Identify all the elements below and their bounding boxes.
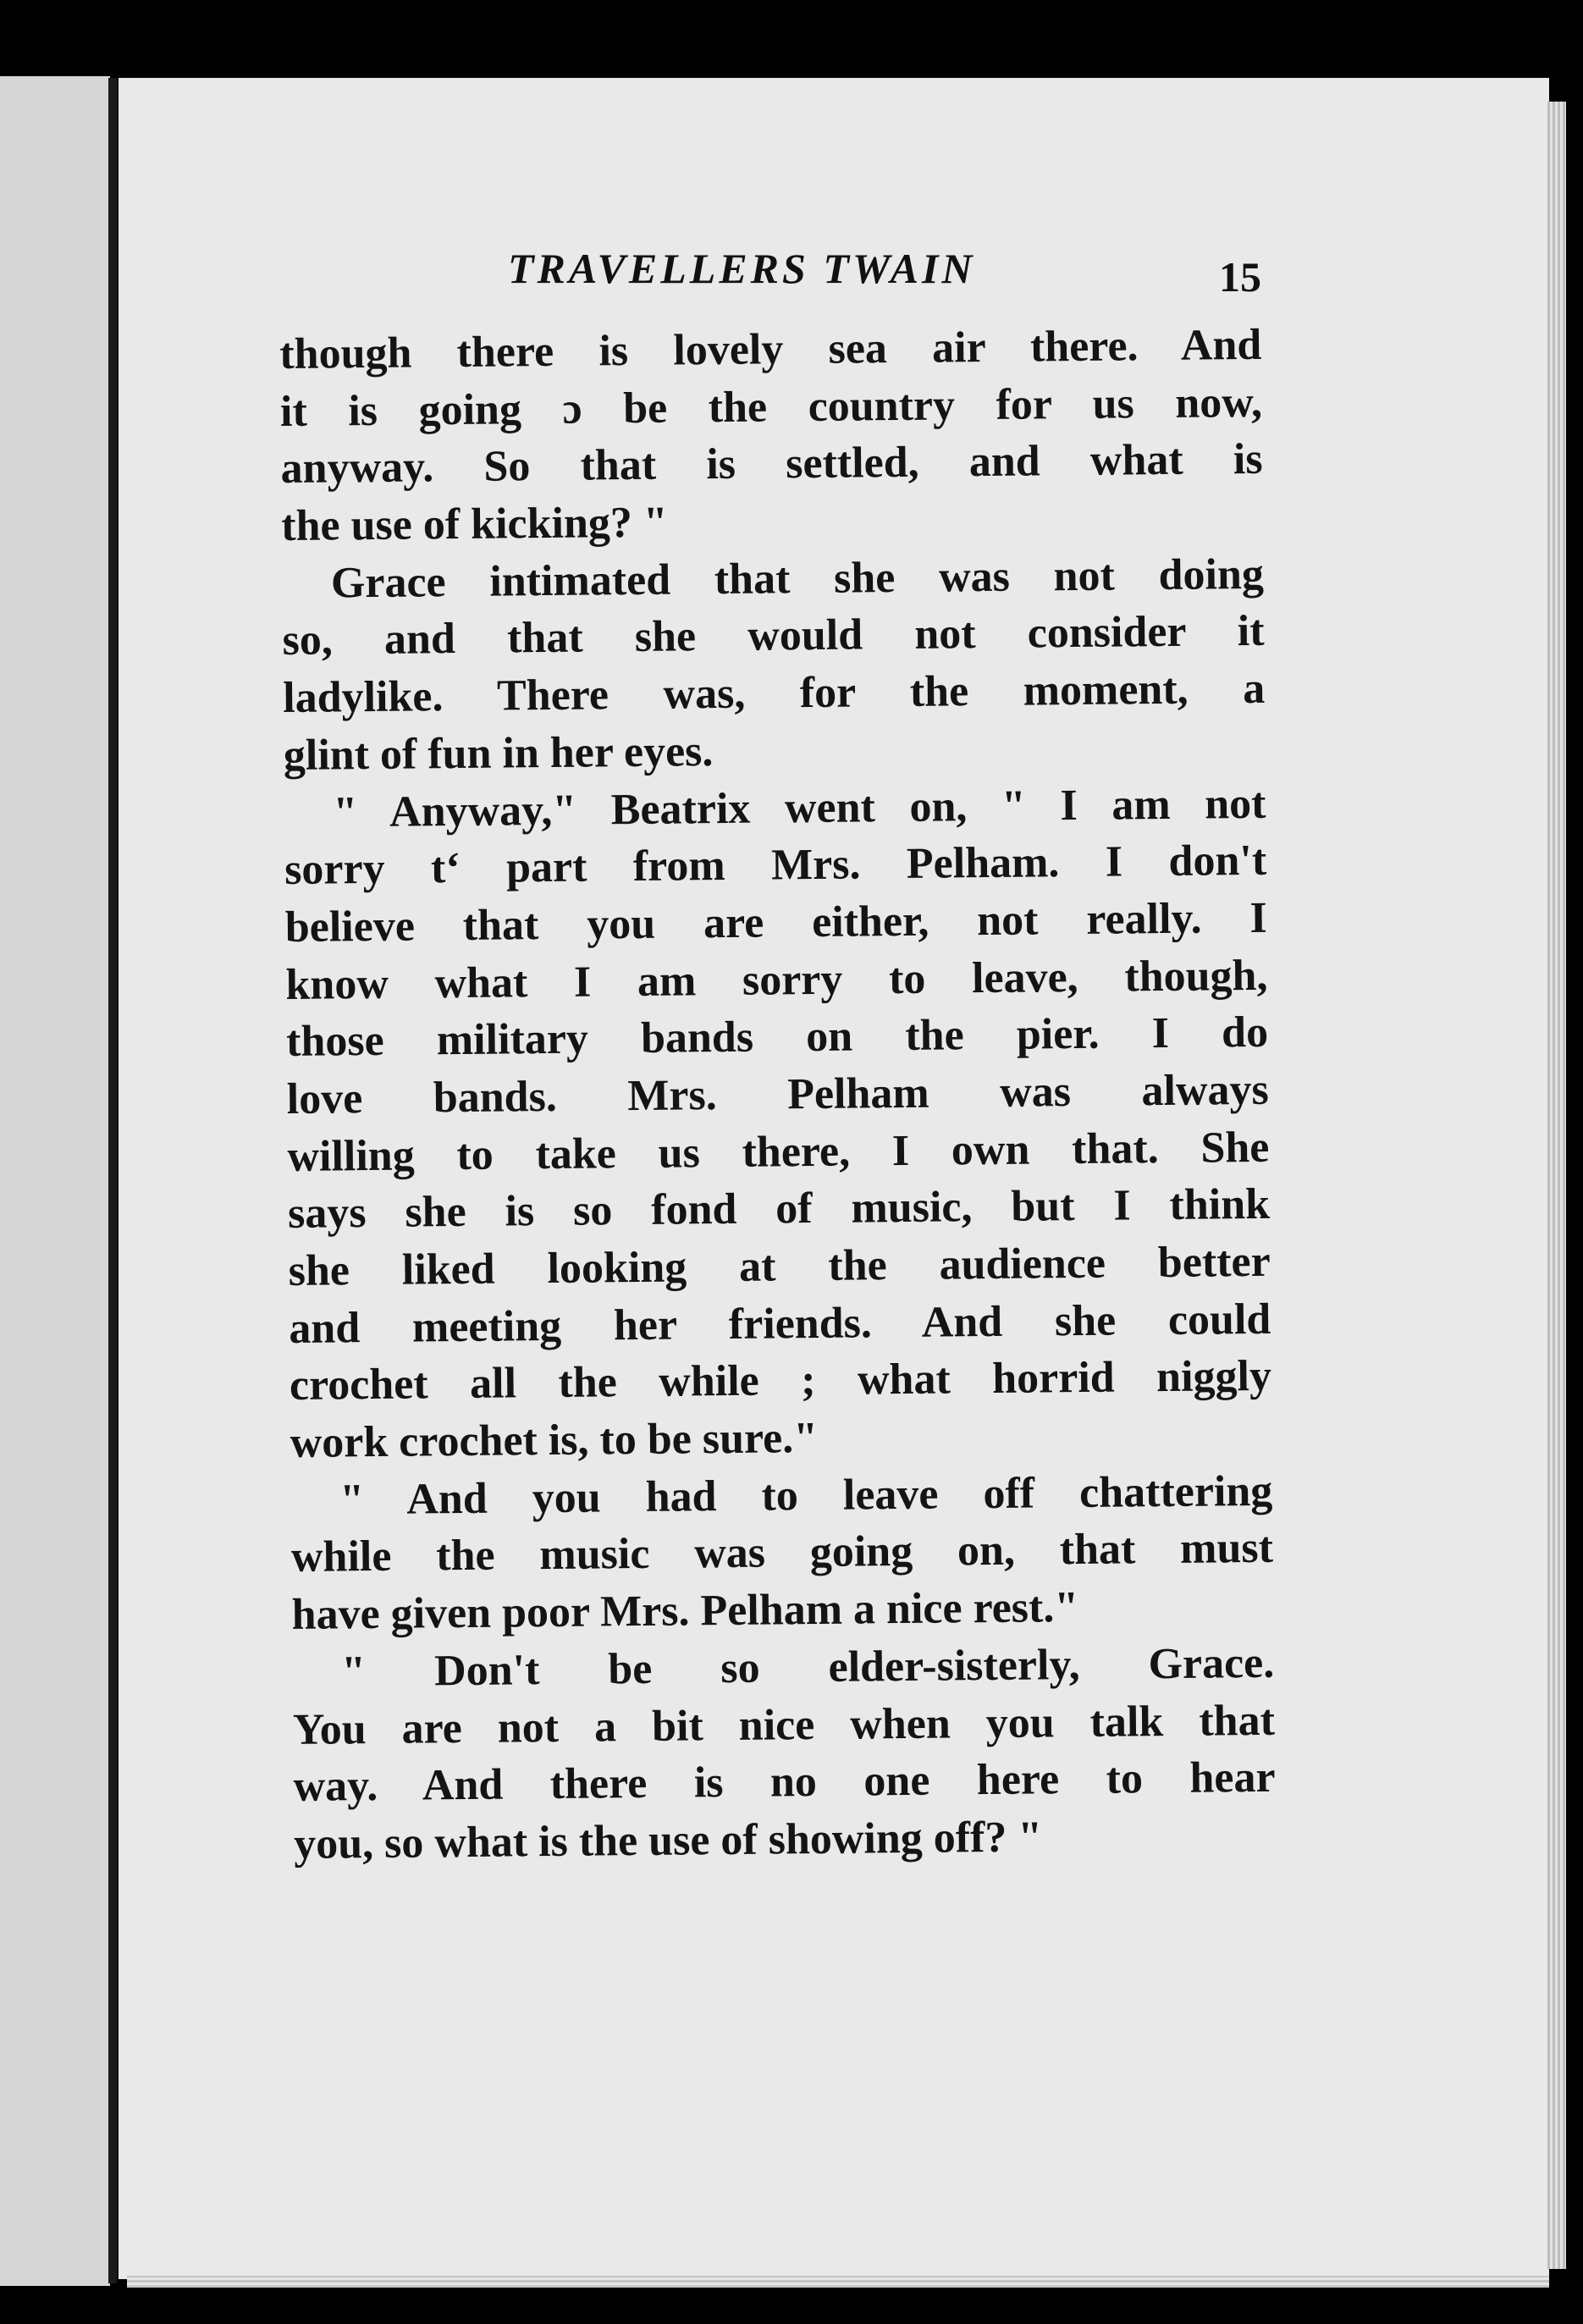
- page-number: 15: [1219, 253, 1261, 301]
- body-text: [279, 317, 1276, 1874]
- text-line: know what I am sorry to leave, though,: [285, 951, 1268, 1009]
- text-line: glint of fun in her eyes.: [283, 726, 714, 780]
- text-line: while the music was going on, that must: [290, 1524, 1274, 1582]
- book-gutter: [108, 78, 117, 2283]
- text-line: " Anyway," Beatrix went on, " I am not: [333, 779, 1266, 836]
- text-line: You are not a bit nice when you talk that: [292, 1696, 1276, 1754]
- text-line: " Don't be so elder-sisterly, Grace.: [340, 1638, 1275, 1697]
- text-line: the use of kicking? ": [280, 498, 669, 551]
- text-line: have given poor Mrs. Pelham a nice rest.": [291, 1583, 1079, 1640]
- text-line: you, so what is the use of showing off? ": [293, 1813, 1043, 1869]
- text-line: love bands. Mrs. Pelham was always: [286, 1065, 1269, 1123]
- text-line: says she is so fond of music, but I think: [287, 1180, 1271, 1239]
- text-line: crochet all the while ; what horrid niggly: [289, 1352, 1272, 1410]
- text-line: it is going ɔ be the country for us now,: [279, 378, 1263, 436]
- text-line: ladylike. There was, for the moment, a: [282, 664, 1266, 723]
- text-line: those military bands on the pier. I do: [285, 1008, 1269, 1067]
- text-line: work crochet is, to be sure.": [290, 1414, 819, 1468]
- text-line: she liked looking at the audience better: [288, 1237, 1271, 1295]
- text-line: though there is lovely sea air there. And: [279, 320, 1262, 378]
- text-line: willing to take us there, I own that. She: [287, 1123, 1270, 1181]
- text-line: anyway. So that is settled, and what is: [280, 435, 1263, 494]
- text-line: " And you had to leave off chattering: [339, 1466, 1273, 1525]
- running-head: TRAVELLERS TWAIN: [508, 245, 976, 292]
- text-line: and meeting her friends. And she could: [289, 1294, 1271, 1353]
- text-line: way. And there is no one here to hear: [293, 1753, 1276, 1812]
- page-edges-right: [1547, 102, 1566, 2269]
- text-line: sorry t‘ part from Mrs. Pelham. I don't: [284, 836, 1267, 895]
- text-line: so, and that she would not consider it: [282, 607, 1265, 665]
- text-line: believe that you are either, not really. I: [284, 893, 1268, 952]
- left-page-edge: [0, 76, 110, 2286]
- page-edges-bottom: [127, 2276, 1549, 2288]
- text-line: Grace intimated that she was not doing: [330, 549, 1265, 608]
